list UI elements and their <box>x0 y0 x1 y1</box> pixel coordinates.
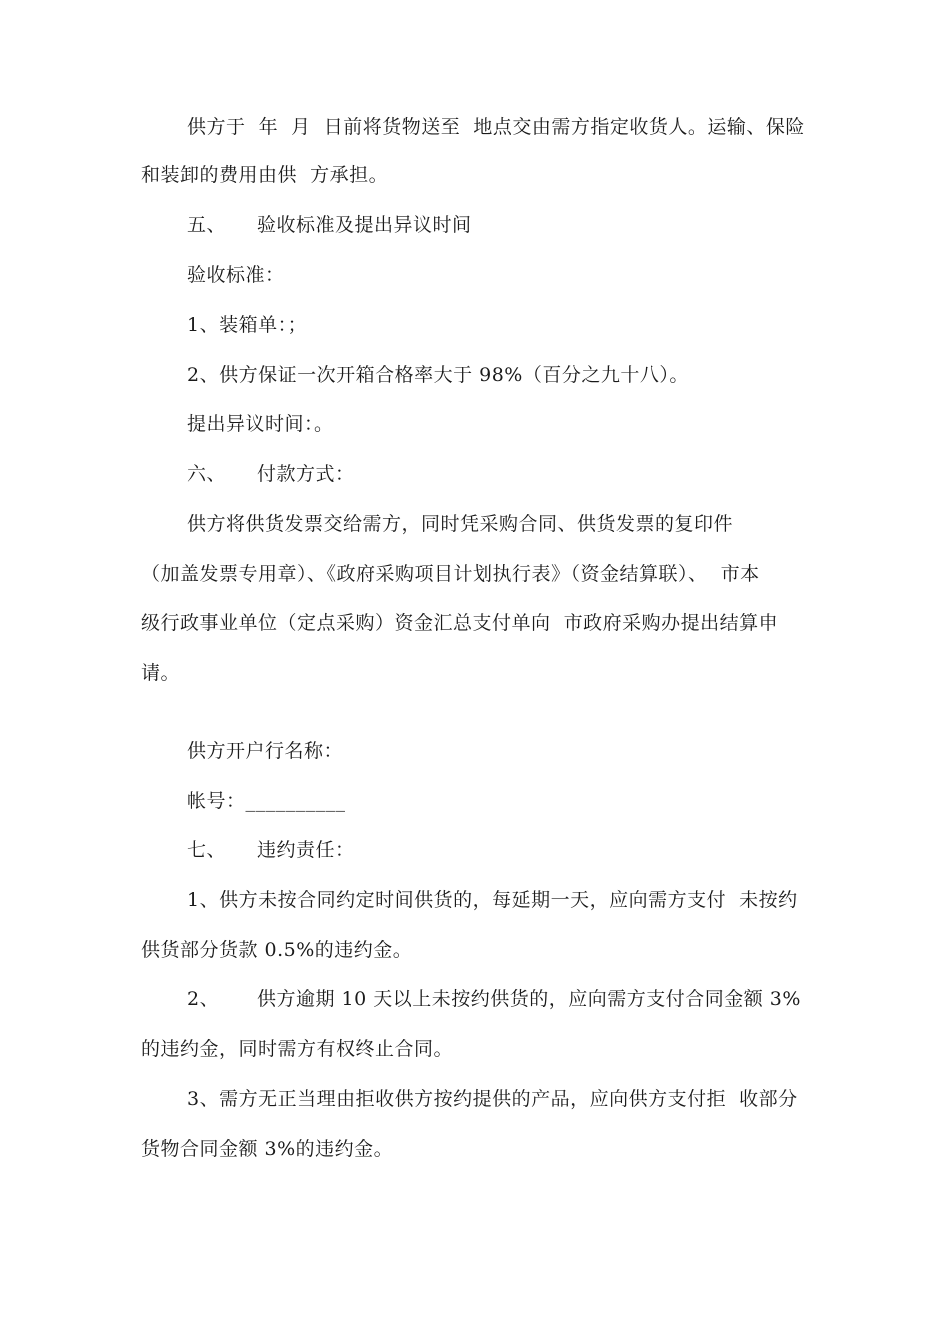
liability-clause-3-line-1: 3、需方无正当理由拒收供方按约提供的产品，应向供方支付拒 收部分 <box>187 1088 798 1110</box>
section-5-number: 五、 <box>187 214 227 236</box>
section-6-number: 六、 <box>187 463 227 485</box>
liability-clause-1-line-1: 1、供方未按合同约定时间供货的，每延期一天，应向需方支付 未按约 <box>187 889 798 911</box>
section-7-title: 违约责任： <box>257 839 355 861</box>
payment-para-line-1: 供方将供货发票交给需方，同时凭采购合同、供货发票的复印件 <box>187 513 734 535</box>
section-5-title: 验收标准及提出异议时间 <box>257 214 472 236</box>
liability-clause-2-line-1 <box>187 987 801 1011</box>
liability-clause-1-line-2: 供货部分货款 0.5%的违约金。 <box>141 939 413 961</box>
liability-clause-2-line-2: 的违约金，同时需方有权终止合同。 <box>141 1038 454 1060</box>
section-7-heading <box>187 838 355 862</box>
section-5-heading <box>187 213 472 237</box>
liability-clause-2-text: 供方逾期 10 天以上未按约供货的，应向需方支付合同金额 3% <box>257 988 801 1010</box>
payment-para-line-3: 级行政事业单位（定点采购）资金汇总支付单向 市政府采购办提出结算申 <box>141 612 779 634</box>
bank-name-label: 供方开户行名称： <box>187 740 344 762</box>
payment-para-line-2: （加盖发票专用章）、《政府采购项目计划执行表》（资金结算联）、 市本 <box>141 563 760 585</box>
payment-para-line-4: 请。 <box>141 662 181 684</box>
account-number-label: 帐号：__________ <box>187 790 346 812</box>
acceptance-standard-label: 验收标准： <box>187 264 285 286</box>
objection-time-label: 提出异议时间：。 <box>187 413 334 435</box>
delivery-line-1: 供方于 年 月 日前将货物送至 地点交由需方指定收货人。运输、保险 <box>187 116 805 138</box>
section-7-number: 七、 <box>187 839 227 861</box>
delivery-line-2: 和装卸的费用由供 方承担。 <box>141 164 389 186</box>
acceptance-item-2: 2、供方保证一次开箱合格率大于 98%（百分之九十八）。 <box>187 364 689 386</box>
section-6-heading <box>187 462 355 486</box>
acceptance-item-1: 1、装箱单：； <box>187 314 308 336</box>
liability-clause-3-line-2: 货物合同金额 3%的违约金。 <box>141 1138 394 1160</box>
section-6-title: 付款方式： <box>257 463 355 485</box>
liability-clause-2-number: 2、 <box>187 988 220 1010</box>
